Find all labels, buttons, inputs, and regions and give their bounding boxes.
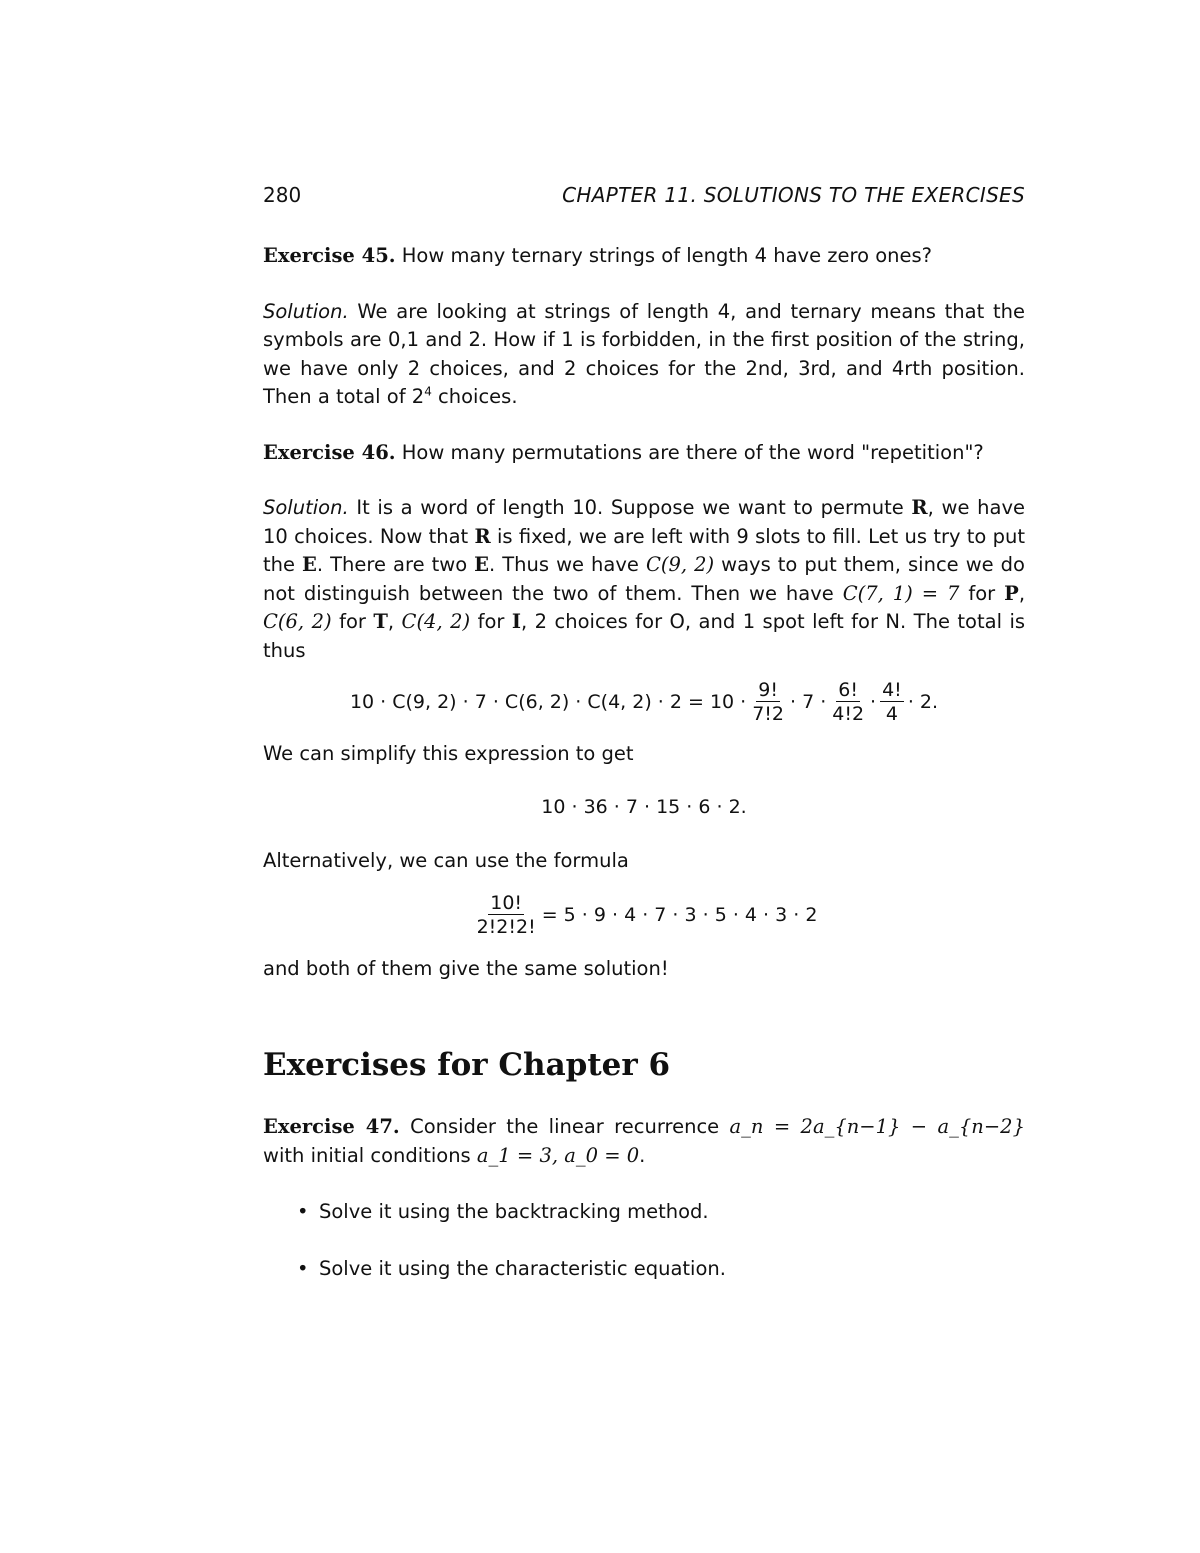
bullet-icon: • xyxy=(297,1200,309,1223)
letter-t: T xyxy=(373,610,388,633)
fraction xyxy=(750,679,786,726)
bullet-icon: • xyxy=(297,1256,309,1280)
solution-text: for xyxy=(477,610,505,633)
equation-text: 10 · 36 · 7 · 15 · 6 · 2. xyxy=(541,795,747,818)
solution-label: Solution. xyxy=(263,299,349,323)
math-c42: C(4, 2) xyxy=(401,610,471,633)
exercise-46 xyxy=(263,439,1025,468)
denominator: 2!2!2! xyxy=(476,915,536,938)
task-list xyxy=(263,1198,1025,1283)
equation-3 xyxy=(263,892,1025,939)
initial-conditions: a_1 = 3, a_0 = 0 xyxy=(476,1143,640,1167)
equation-text: 10 · C(9, 2) · 7 · C(6, 2) · C(4, 2) · 2 = 10 · xyxy=(349,691,747,714)
denominator: 4!2 xyxy=(832,703,865,725)
fraction xyxy=(830,679,866,726)
running-header xyxy=(263,178,1025,212)
equation-text: = 5 · 9 · 4 · 7 · 3 · 5 · 4 · 3 · 2 xyxy=(541,903,818,926)
alternative-text: Alternatively, we can use the formula xyxy=(263,849,629,872)
letter-i: I xyxy=(511,610,522,633)
solution-text: for xyxy=(339,610,366,633)
solution-text: We are looking at strings of length 4, and ternary means that the symbols are 0,1 and 2. How if 1 is forbidden, in the first position of the string, we have only 2 choices, and 2 choices for the 2nd, 3rd, and 4rth position. Then a total of xyxy=(263,299,1025,408)
fraction xyxy=(880,679,904,726)
exercise-question: How many ternary strings of length 4 have zero ones? xyxy=(401,244,933,267)
math-c92: C(9, 2) xyxy=(645,553,715,576)
list-item-text: Solve it using the backtracking method. xyxy=(319,1200,709,1223)
exercise-47: Exercise 47. Consider the linear recurrence a_n = 2a_{n−1} − a_{n−2} with initial conditions a_1 = 3, a_0 = 0. xyxy=(263,1115,1025,1167)
solution-text: . Thus we have xyxy=(489,553,639,576)
page-number: 280 xyxy=(263,183,302,207)
math-c71: C(7, 1) = 7 xyxy=(842,581,960,605)
solution-text: , 2 choices for O, and 1 spot left for N. The total is thus xyxy=(263,610,1026,662)
exercise-text: Consider the linear recurrence xyxy=(410,1115,720,1138)
math-c62: C(6, 2) xyxy=(263,610,332,633)
simplify-text: We can simplify this expression to get xyxy=(263,742,634,765)
denominator: 4 xyxy=(885,703,898,725)
solution-text: for xyxy=(968,581,996,605)
equation-1 xyxy=(263,679,1025,726)
exercise-question: How many permutations are there of the word "repetition"? xyxy=(401,440,984,464)
letter-e: E xyxy=(302,553,317,576)
chapter-title: CHAPTER 11. SOLUTIONS TO THE EXERCISES xyxy=(562,183,1025,207)
exercise-label: Exercise 46. xyxy=(263,440,396,464)
solution-text: . There are two xyxy=(316,553,468,576)
solution-label: Solution. xyxy=(263,496,349,519)
closing-text: and both of them give the same solution! xyxy=(263,956,669,980)
denominator: 7!2 xyxy=(752,703,784,725)
letter-r: R xyxy=(911,496,928,519)
total-tail: choices. xyxy=(438,385,518,408)
list-item xyxy=(263,1255,1025,1284)
letter-r: R xyxy=(474,524,491,548)
numerator: 10! xyxy=(490,891,523,914)
equation-text: · 2. xyxy=(907,691,939,714)
solution-46: Solution. It is a word of length 10. Suppose we want to permute R, we have 10 choices. Now that R is fixed, we are left with 9 slots to fill. Let us try to put the E. There are two E. Thus we have C(9, 2) ways to put them, since we do not distinguish between the two of them. Then we have C(7, 1) = 7 for P, C(6, 2) for T, C(4, 2) for I, 2 choices for O, and 1 spot left for N. The total is thus xyxy=(263,496,1026,662)
numerator: 6! xyxy=(838,679,858,701)
numerator: 4! xyxy=(882,679,902,701)
exercise-label: Exercise 45. xyxy=(263,244,396,267)
solution-45 xyxy=(263,298,1025,412)
solution-text: is fixed, we are left with 9 slots to fill. Let us try to put the xyxy=(263,524,1026,576)
recurrence-formula: a_n = 2a_{n−1} − a_{n−2} xyxy=(729,1115,1025,1138)
equation-text: · 7 · xyxy=(790,691,827,714)
exercise-text: with initial conditions xyxy=(263,1143,471,1167)
page xyxy=(263,178,1025,1283)
total-base: 2 xyxy=(411,385,425,408)
letter-e: E xyxy=(474,553,490,576)
section-heading: Exercises for Chapter 6 xyxy=(263,1047,671,1083)
total-exponent: 4 xyxy=(424,384,432,399)
equation-2 xyxy=(263,793,1025,822)
exercise-label: Exercise 47. xyxy=(263,1115,400,1138)
fraction xyxy=(475,892,538,939)
numerator: 9! xyxy=(758,679,778,701)
exercise-45 xyxy=(263,242,1025,271)
list-item-text: Solve it using the characteristic equation. xyxy=(319,1256,726,1280)
solution-text: ways to put them, since we do not distinguish between the two of them. Then we have xyxy=(263,553,1025,605)
list-item xyxy=(263,1198,1025,1227)
solution-text: , we have 10 choices. Now that xyxy=(263,496,1025,548)
solution-text: It is a word of length 10. Suppose we want to permute xyxy=(356,496,904,519)
letter-p: P xyxy=(1004,581,1019,605)
equation-text: · xyxy=(870,691,877,714)
